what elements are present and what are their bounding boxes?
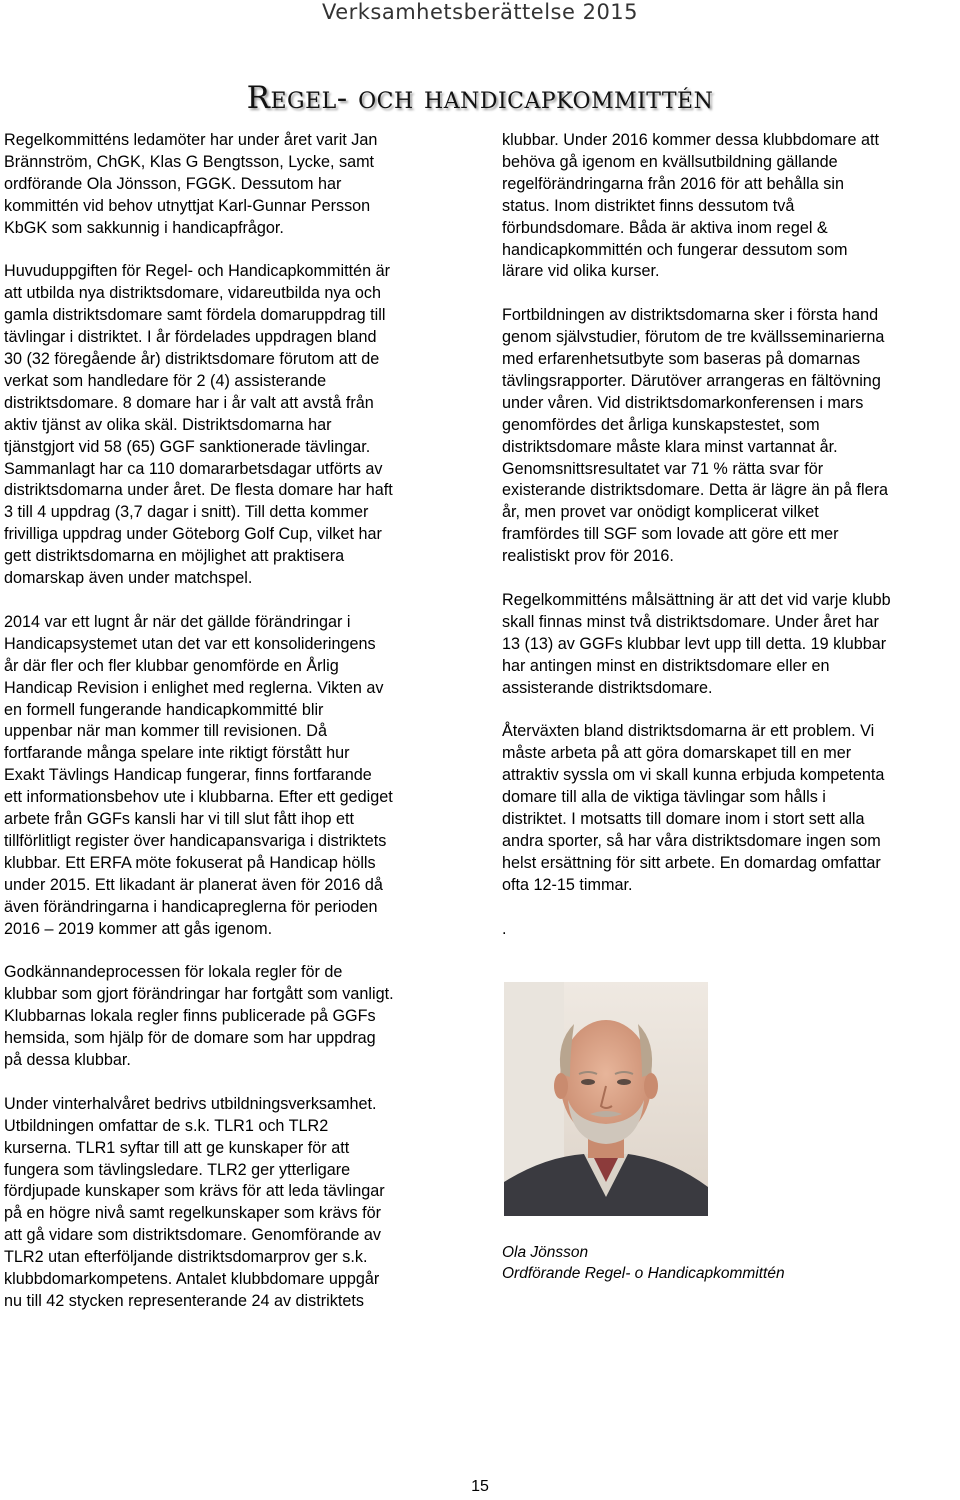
caption-role: Ordförande Regel- o Handicapkommittén: [502, 1265, 785, 1282]
paragraph-recruitment: Återväxten bland distriktsdomarna är ett problem. Vi måste arbeta på att göra domarskapet till en mer attraktiv syssla om vi skall kunna erbjuda kompetenta domare till alla de viktiga tävlingar som hålls i distriktet. I motsatts till domare inom i stort sett alla andra sporter, så har våra distriktsdomare ingen som helst ersättning för sitt arbete. En domardag omfattar ofta 12-15 timmar.: [502, 722, 885, 894]
right-column: [502, 130, 960, 962]
left-column: [4, 130, 472, 1335]
paragraph-committee-members: Regelkommitténs ledamöter har under året varit Jan Brännström, ChGK, Klas G Bengtsson, Lycke, samt ordförande Ola Jönsson, FGGK. Dessutom har kommittén vid behov utnyttjat Karl-Gunnar Persson KbGK som sakkunnig i handicapfrågor.: [4, 131, 378, 237]
paragraph-goals: Regelkommitténs målsättning är att det vid varje klubb skall finnas minst två distriktsdomare. Under året har 13 (13) av GGFs klubbar levt upp till detta. 19 klubbar har antingen minst en distriktsdomare eller en assisterande distriktsdomare.: [502, 591, 891, 697]
caption-name: Ola Jönsson: [502, 1244, 589, 1261]
paragraph-handicap-system: 2014 var ett lugnt år när det gällde förändringar i Handicapsystemet utan det var ett konsolideringens år där fler och fler klubbar genomförde en Årlig Handicap Revision i enlighet med reglerna. Vikten av en formell fungerande handicapkommitté blir uppenbar när man kommer till revisionen. Då fortfarande många spelare inte riktigt förstått hur Exakt Tävlings Handicap fungerar, finns fortfarande ett informationsbehov ute i klubbarna. Efter ett gediget arbete från GGFs kansli har vi till slut fått ihop ett tillförlitligt register över handicapansvariga i distriktets klubbar. Ett ERFA möte fokuserat på Handicap hölls under 2015. Ett likadant är planerat även för 2016 då även förändringarna i handicapreglerna för perioden 2016 – 2019 kommer att gås igenom.: [4, 612, 393, 938]
paragraph-stray-dot: .: [502, 919, 507, 938]
paragraph-further-training: Fortbildningen av distriktsdomarna sker i första hand genom självstudier, förutom de tre kvällsseminarierna med erfarenhetsutbyte som baseras på domarnas tävlingsrapporter. Därutöver arrangeras en fältövning under våren. Vid distriktsdomarkonferensen i mars genomfördes det årliga kunskapstestet, som distriktsdomare måste klara minst vartannat år. Genomsnittsresultatet var 71 % rätta svar för existerande distriktsdomare. Detta är lägre än på flera år, men provet var onödigt komplicerat vilket framfördes till SGF som lovade att göre ett mer realistiskt prov för 2016.: [502, 306, 888, 566]
page-number: 15: [471, 1478, 489, 1495]
paragraph-club-referees: klubbar. Under 2016 kommer dessa klubbdomare att behöva gå igenom en kvällsutbildning gällande regelförändringarna från 2016 för att behålla sin status. Inom distriktet finns dessutom två förbundsdomare. Båda är aktiva inom regel & handicapkommittén och fungerar dessutom som lärare vid olika kurser.: [502, 131, 880, 281]
paragraph-main-task: Huvuduppgiften för Regel- och Handicapkommittén är att utbilda nya distriktsdomare, vidareutbilda nya och gamla distriktsdomare samt fördela domaruppdrag till tävlingar i distriktet. I år fördelades uppdragen bland 30 (32 föregående år) distriktsdomare förutom att de verkat som handledare för 2 (4) assisterande distriktsdomare. 8 domare har i år valt att avstå från aktiv tjänst av olika skäl. Distriktsdomarna har tjänstgjort vid 58 (65) GGF sanktionerade tävlingar. Sammanlagt har ca 110 domararbetsdagar utförts av distriktsdomarna under året. De flesta domare har haft 3 till 4 uppdrag (3,7 dagar i snitt). Till detta kommer frivilliga uppdrag under Göteborg Golf Cup, vilket har gett distriktsdomarna en möjlighet att praktisera domarskap även under matchspel.: [4, 262, 393, 588]
section-title: Regel- och handicapkommittén: [246, 80, 714, 116]
paragraph-local-rules: Godkännandeprocessen för lokala regler för de klubbar som gjort förändringar har fortgått som vanligt. Klubbarnas lokala regler finns publicerade på GGFs hemsida, som hjälp för de domare som har uppdrag på dessa klubbar.: [4, 963, 394, 1070]
running-header: Verksamhetsberättelse 2015: [321, 0, 639, 24]
paragraph-education: Under vinterhalvåret bedrivs utbildningsverksamhet. Utbildningen omfattar de s.k. TLR1 och TLR2 kurserna. TLR1 syftar till att ge kunskaper för att fungera som tävlingsledare. TLR2 ger ytterligare fördjupade kunskaper som krävs för att leda tävlingar på en högre nivå samt regelkunskaper som krävs för att gå vidare som distriktsdomare. Genomförande av TLR2 utan efterföljande distriktsdomarprov ger s.k. klubbdomarkompetens. Antalet klubbdomare uppgår nu till 42 stycken representerande 24 av distriktets: [4, 1094, 385, 1310]
portrait-photo: [504, 982, 708, 1216]
photo-caption: [502, 1242, 785, 1284]
